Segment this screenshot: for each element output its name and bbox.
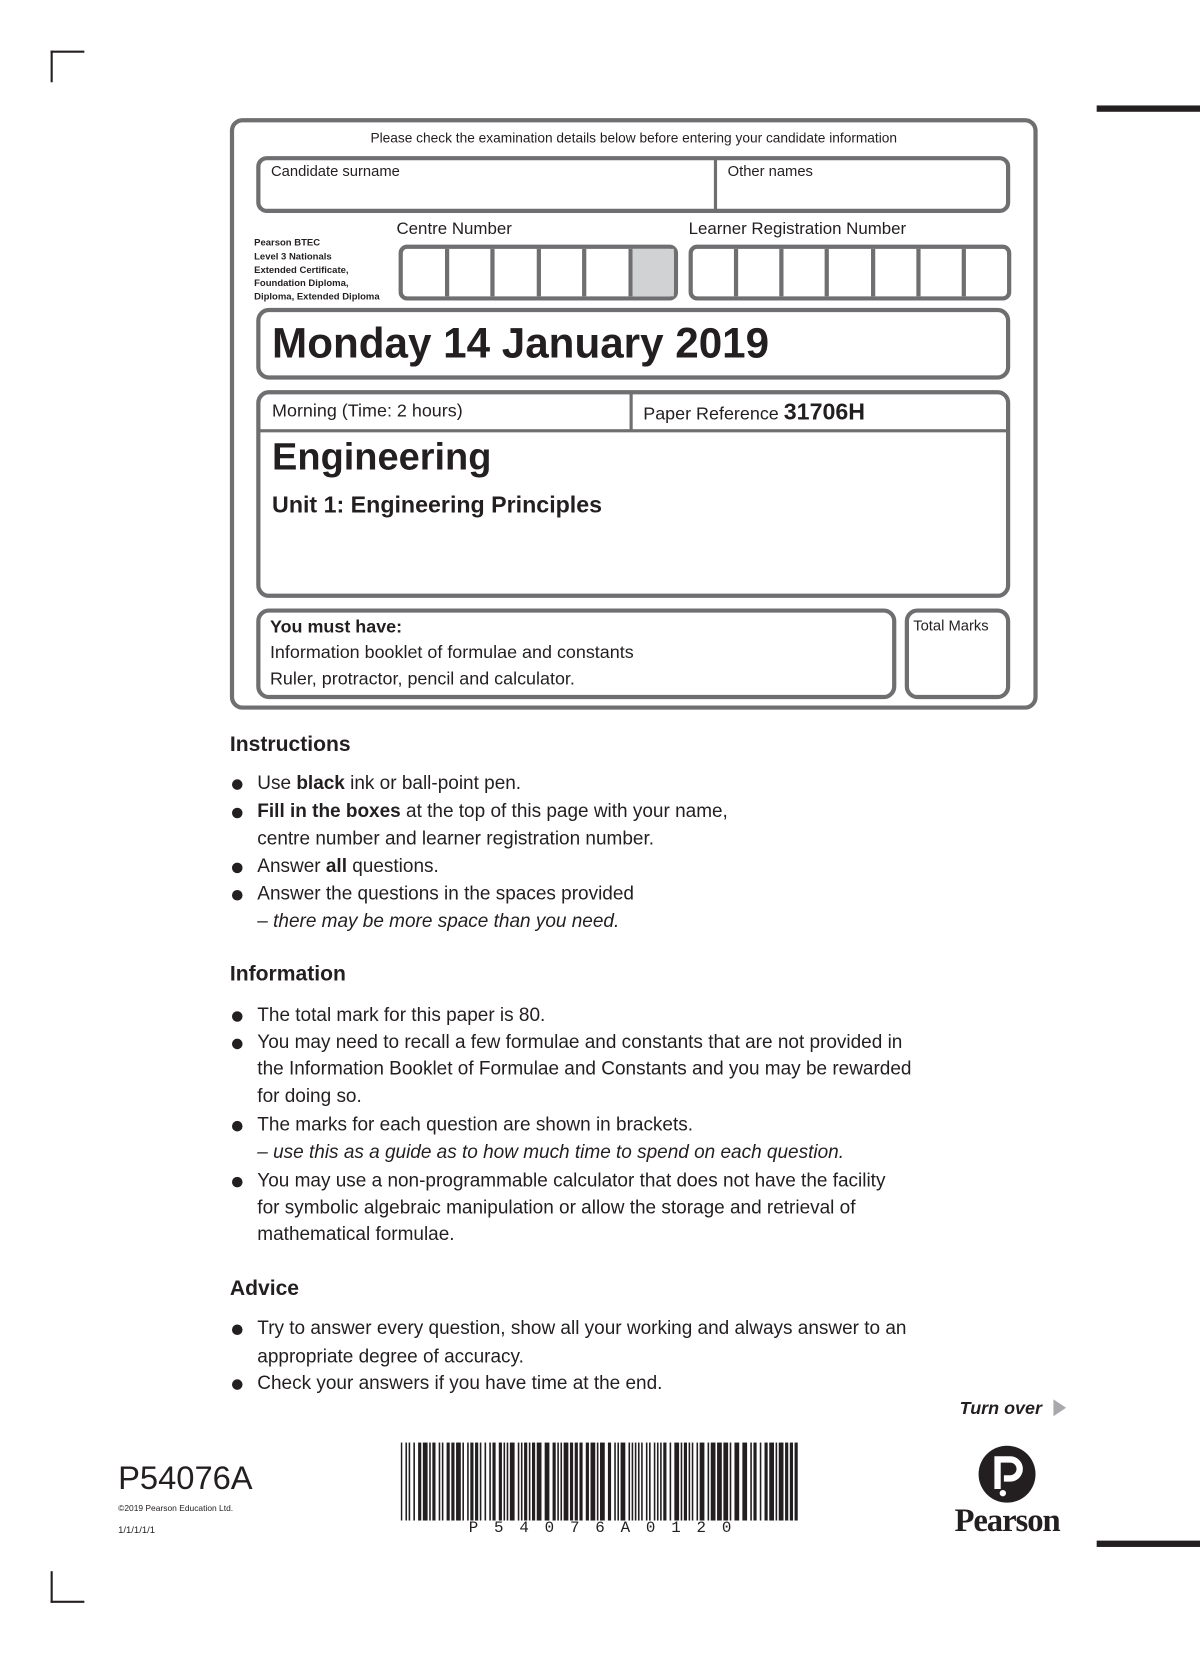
barcode-bar [723, 1443, 728, 1521]
digit-box[interactable] [449, 249, 495, 296]
barcode-bar [518, 1443, 520, 1521]
bullet-icon [232, 1379, 243, 1390]
bullet-icon [232, 863, 243, 874]
barcode-bar [575, 1443, 578, 1521]
barcode-bar [696, 1443, 698, 1521]
paper-code: P54076A [118, 1459, 253, 1497]
qualification-line: Foundation Diploma, [254, 277, 349, 289]
barcode-bar [557, 1443, 559, 1521]
barcode-bar [456, 1443, 461, 1521]
barcode-bar [485, 1443, 487, 1521]
barcode-bar [467, 1443, 469, 1521]
digit-box[interactable] [738, 249, 783, 296]
text-segment: for doing so. [257, 1085, 362, 1107]
barcode-bar [586, 1443, 589, 1521]
barcode-bar [674, 1443, 679, 1521]
barcode-bar [401, 1443, 403, 1521]
text-segment: appropriate degree of accuracy. [257, 1345, 524, 1367]
text-segment: Try to answer every question, show all your working and always answer to an [257, 1317, 907, 1339]
text-segment: Fill in the boxes [257, 800, 401, 822]
margin-bar-bottom-right [1097, 1541, 1200, 1547]
paper-reference-code: 31706H [783, 398, 866, 425]
text-segment: – there may be more space than you need. [257, 910, 620, 932]
barcode-bar [649, 1443, 651, 1521]
digit-box [632, 249, 674, 296]
bullet-text [257, 828, 654, 850]
text-segment: Answer the questions in the spaces provided [257, 882, 634, 904]
row-divider [258, 429, 1008, 432]
subject-title: Engineering [272, 434, 492, 478]
barcode-bar [579, 1443, 582, 1521]
barcode-bar [413, 1443, 415, 1521]
barcode-bar [442, 1443, 444, 1521]
digit-box[interactable] [784, 249, 829, 296]
text-segment: Use [257, 771, 297, 793]
barcode-bar [470, 1443, 473, 1521]
digit-box[interactable] [875, 249, 920, 296]
total-marks-label: Total Marks [913, 616, 989, 634]
barcode-bar [492, 1443, 495, 1521]
bullet-text [257, 1346, 524, 1368]
text-segment: centre number and learner registration number. [257, 827, 655, 849]
text-segment: Check your answers if you have time at the end. [257, 1371, 663, 1393]
notice-text: Please check the examination details below before entering your candidate information [370, 129, 898, 146]
bullet-text [257, 1031, 902, 1053]
bullet-text [257, 1372, 662, 1394]
barcode-bar [617, 1443, 619, 1521]
pearson-p-icon [939, 1443, 1076, 1506]
col-divider [630, 392, 633, 430]
qualification-line: Level 3 Nationals [254, 250, 332, 262]
bullet-icon [232, 1011, 243, 1022]
digit-box[interactable] [403, 249, 449, 296]
bullet-icon [232, 890, 243, 901]
barcode-bar [769, 1443, 774, 1521]
crop-mark-bottom-left [51, 1571, 85, 1603]
barcode-bar [597, 1443, 599, 1521]
other-names-label: Other names [727, 162, 813, 180]
barcode-bar [462, 1443, 464, 1521]
barcode-bar [521, 1443, 523, 1521]
bullet-text [257, 772, 521, 794]
barcode-bar [700, 1443, 705, 1521]
barcode-bar [570, 1443, 573, 1521]
barcode-bar [409, 1443, 411, 1521]
barcode-bar [790, 1443, 793, 1521]
barcode-bar [621, 1443, 626, 1521]
barcode-bar [432, 1443, 435, 1521]
bullet-icon [232, 1039, 243, 1050]
text-segment: the Information Booklet of Formulae and Constants and you may be rewarded [257, 1057, 912, 1079]
barcode-bar [742, 1443, 747, 1521]
barcode-bar [418, 1443, 421, 1521]
digit-box[interactable] [829, 249, 874, 296]
digit-box[interactable] [586, 249, 632, 296]
session-time: Morning (Time: 2 hours) [272, 400, 463, 421]
bullet-text [257, 1114, 693, 1136]
barcode-bar [708, 1443, 710, 1521]
digit-box[interactable] [693, 249, 738, 296]
name-divider [714, 158, 717, 211]
text-segment: mathematical formulae. [257, 1223, 455, 1245]
barcode-bar [670, 1443, 672, 1521]
text-segment: all [325, 855, 347, 877]
pearson-wordmark: Pearson [954, 1501, 1060, 1539]
digit-box[interactable] [920, 249, 965, 296]
barcode-bar [524, 1443, 527, 1521]
barcode-bar [475, 1443, 478, 1521]
barcode-bar [711, 1443, 716, 1521]
barcode-bar [663, 1443, 666, 1521]
paper-reference [643, 399, 865, 426]
bullet-icon [232, 779, 243, 790]
bullet-text [257, 1058, 911, 1080]
barcode-bar [532, 1443, 535, 1521]
barcode-bar [564, 1443, 569, 1521]
text-segment: You may use a non-programmable calculator that does not have the facility [257, 1169, 886, 1191]
barcode-bar [730, 1443, 732, 1521]
barcode-bar [405, 1443, 407, 1521]
barcode-bar [591, 1443, 596, 1521]
barcode-bar [646, 1443, 648, 1521]
barcode-text: P 5 4 0 7 6 A 0 1 2 0 [468, 1519, 732, 1538]
bullet-icon [232, 1324, 243, 1335]
barcode-bar [750, 1443, 752, 1521]
section-heading: Information [229, 962, 346, 986]
barcode-bar [429, 1443, 431, 1521]
learner-registration-boxes[interactable] [689, 245, 1012, 301]
text-segment: The marks for each question are shown in brackets. [257, 1113, 694, 1135]
crop-mark-top-left [51, 51, 85, 83]
barcode-bar [689, 1443, 691, 1521]
barcode-bar [734, 1443, 739, 1521]
bullet-text [257, 1317, 906, 1339]
digit-box[interactable] [495, 249, 541, 296]
text-segment: Answer [257, 855, 326, 877]
barcode-bar [423, 1443, 428, 1521]
barcode-bar [657, 1443, 659, 1521]
barcode-bar [529, 1443, 531, 1521]
barcode-bar [692, 1443, 694, 1521]
text-segment: for symbolic algebraic manipulation or allow the storage and retrieval of [257, 1196, 856, 1218]
barcode-bar [681, 1443, 683, 1521]
bullet-text [257, 1169, 885, 1191]
text-segment: You may need to recall a few formulae and constants that are not provided in [257, 1031, 903, 1053]
exam-date: Monday 14 January 2019 [272, 320, 770, 367]
print-code: 1/1/1/1/1 [118, 1524, 156, 1536]
barcode-bar [638, 1443, 640, 1521]
must-have-item: Information booklet of formulae and constants [269, 642, 634, 663]
barcode-bar [632, 1443, 634, 1521]
barcode-bar [553, 1443, 556, 1521]
barcode-bar [641, 1443, 643, 1521]
text-segment: – use this as a guide as to how much time to spend on each question. [257, 1140, 844, 1163]
text-segment: black [296, 771, 345, 793]
bullet-text [257, 910, 619, 932]
digit-box[interactable] [540, 249, 586, 296]
text-segment: questions. [346, 855, 439, 877]
barcode-bar [776, 1443, 778, 1521]
bullet-icon [232, 808, 243, 819]
barcode-bar [499, 1443, 502, 1521]
barcode-bar [717, 1443, 722, 1521]
barcode-bar [779, 1443, 784, 1521]
arrow-right-icon [1053, 1399, 1066, 1416]
barcode-bar [684, 1443, 687, 1521]
unit-title: Unit 1: Engineering Principles [272, 491, 603, 518]
barcode-bar [480, 1443, 482, 1521]
barcode [401, 1443, 800, 1521]
barcode-bar [489, 1443, 491, 1521]
barcode-bar [507, 1443, 509, 1521]
barcode-bar [545, 1443, 550, 1521]
barcode-bar [451, 1443, 454, 1521]
barcode-bar [510, 1443, 515, 1521]
centre-number-boxes[interactable] [399, 245, 678, 301]
barcode-bar [560, 1443, 562, 1521]
barcode-bar [635, 1443, 637, 1521]
barcode-bar [537, 1443, 542, 1521]
must-have-title: You must have: [269, 616, 403, 637]
bullet-text [257, 1141, 844, 1163]
barcode-bar [753, 1443, 756, 1521]
margin-bar-top-right [1097, 105, 1200, 111]
bullet-text [257, 1223, 454, 1245]
barcode-bar [608, 1443, 611, 1521]
barcode-bar [654, 1443, 656, 1521]
barcode-bar [765, 1443, 768, 1521]
text-segment: at the top of this page with your name, [400, 800, 728, 822]
text-segment: The total mark for this paper is 80. [257, 1003, 546, 1025]
candidate-surname-label: Candidate surname [271, 162, 400, 180]
qualification-line: Pearson BTEC [254, 237, 321, 248]
bullet-text [257, 883, 634, 905]
barcode-bar [447, 1443, 450, 1521]
barcode-bar [600, 1443, 605, 1521]
bullet-text [257, 1085, 361, 1107]
text-segment: ink or ball-point pen. [344, 771, 522, 793]
bullet-text [257, 1197, 855, 1219]
turn-over-label: Turn over [959, 1398, 1042, 1419]
barcode-bar [785, 1443, 788, 1521]
learner-registration-label: Learner Registration Number [688, 220, 907, 239]
barcode-bar [504, 1443, 506, 1521]
barcode-bar [795, 1443, 798, 1521]
pearson-logo [939, 1443, 1076, 1538]
section-heading: Instructions [229, 732, 351, 757]
barcode-bar [760, 1443, 762, 1521]
barcode-bar [660, 1443, 662, 1521]
centre-number-label: Centre Number [396, 220, 512, 239]
paper-reference-label: Paper Reference [643, 403, 779, 424]
turn-over[interactable] [960, 1398, 1066, 1419]
qualification-line: Extended Certificate, [254, 264, 349, 275]
bullet-text [257, 855, 438, 877]
barcode-bar [439, 1443, 441, 1521]
bullet-text [257, 800, 728, 822]
digit-box[interactable] [966, 249, 1007, 296]
barcode-bar [628, 1443, 630, 1521]
barcode-bar [614, 1443, 616, 1521]
bullet-text [257, 1004, 545, 1026]
qualification-line: Diploma, Extended Diploma [254, 291, 380, 302]
copyright: ©2019 Pearson Education Ltd. [118, 1503, 234, 1514]
section-heading: Advice [229, 1276, 300, 1301]
bullet-icon [232, 1121, 243, 1132]
qualification-text [254, 236, 380, 303]
must-have-item: Ruler, protractor, pencil and calculator. [269, 668, 575, 689]
bullet-icon [232, 1177, 243, 1188]
